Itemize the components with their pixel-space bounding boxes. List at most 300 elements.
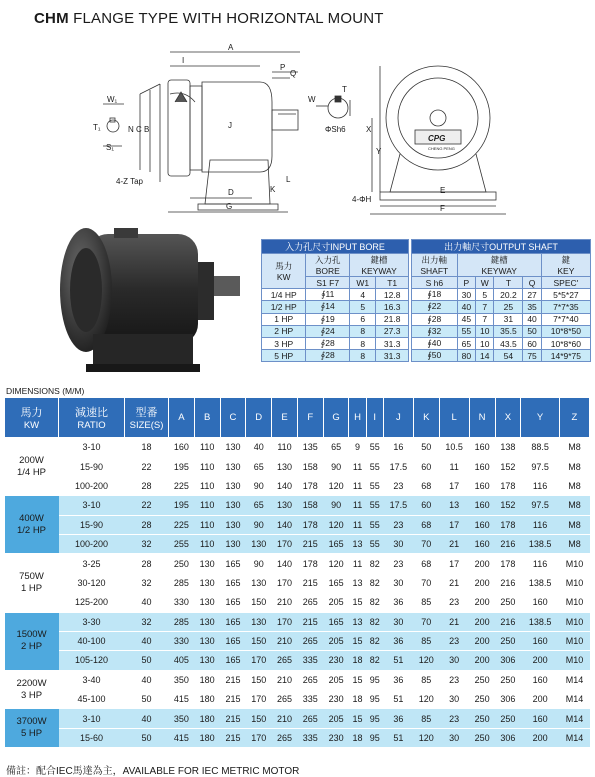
dim-cell: 105-120: [59, 651, 125, 670]
dim-cell: 55: [366, 476, 383, 495]
dim-row: [5, 670, 590, 689]
dim-cell: 225: [169, 515, 195, 534]
dim-cell: 55: [366, 496, 383, 515]
dim-cell: 32: [125, 534, 169, 553]
input-bore-cell: 8: [350, 337, 376, 349]
dim-cell: 170: [272, 612, 298, 631]
dim-cell: 178: [495, 515, 521, 534]
dim-cell: 13: [349, 612, 366, 631]
dim-kw-hp: 2 HP: [20, 641, 43, 653]
side-view: [168, 52, 300, 212]
dim-cell: 335: [297, 728, 323, 747]
shaft-detail: [316, 96, 350, 118]
dim-cell: 95: [366, 690, 383, 709]
footer-note: 備註：配合IEC馬達為主，AVAILABLE FOR IEC METRIC MOTOR: [6, 766, 300, 777]
dim-cell: 50: [413, 438, 439, 457]
dim-cell: 28: [125, 554, 169, 573]
input-bore-cell: 1 HP: [262, 313, 306, 325]
dim-cell: 60: [413, 496, 439, 515]
dim-cell: 15-60: [59, 728, 125, 747]
output-key-en: KEY: [557, 266, 575, 276]
dim-cell: M10: [559, 651, 589, 670]
dim-cell: 30: [439, 651, 469, 670]
dim-cell: 85: [413, 593, 439, 612]
dim-cell: M14: [559, 690, 589, 709]
dim-cell: 250: [495, 709, 521, 728]
dim-cell: 3-10: [59, 709, 125, 728]
dim-cell: 205: [323, 670, 349, 689]
dim-cell: 95: [366, 728, 383, 747]
dim-kw-cell: [5, 612, 59, 670]
dim-cell: 23: [439, 709, 469, 728]
dim-cell: M10: [559, 612, 589, 631]
output-shaft-cell: 50: [523, 325, 541, 337]
dim-cell: 265: [297, 631, 323, 650]
dim-cell: 250: [495, 670, 521, 689]
output-col-key: [541, 254, 590, 277]
dim-cell: 165: [323, 573, 349, 592]
dim-cell: 55: [366, 457, 383, 476]
dim-cell: 100-200: [59, 476, 125, 495]
dim-col-f: F: [297, 398, 323, 438]
input-bore-cell: ∮28: [306, 337, 350, 349]
input-bore-table: [261, 239, 409, 362]
label-g: G: [226, 202, 233, 211]
input-col-kw: [262, 254, 306, 289]
dim-kw-watt: 750W: [19, 570, 44, 582]
dim-cell: 130: [246, 612, 272, 631]
dim-size-zh: 型番: [135, 407, 158, 419]
dim-cell: 285: [169, 612, 195, 631]
dim-cell: 40: [125, 593, 169, 612]
dim-cell: 250: [469, 690, 495, 709]
label-q: Q: [290, 69, 297, 78]
input-bore-row: [262, 289, 409, 301]
dim-col-i: I: [366, 398, 383, 438]
dim-cell: 110: [194, 457, 220, 476]
dim-cell: 165: [220, 554, 246, 573]
label-p: P: [280, 63, 286, 72]
dim-row: [5, 573, 590, 592]
dim-cell: 36: [383, 593, 413, 612]
dim-cell: 138.5: [521, 612, 560, 631]
dim-cell: 130: [220, 438, 246, 457]
output-shaft-cell: 54: [494, 350, 523, 362]
dim-cell: M10: [559, 631, 589, 650]
output-shaft-table: [411, 239, 591, 362]
dim-cell: 160: [469, 438, 495, 457]
input-bore-cell: 5: [350, 301, 376, 313]
output-shaft-cell: ∮32: [412, 325, 458, 337]
dim-cell: 330: [169, 631, 195, 650]
output-shaft-row: [412, 325, 591, 337]
dim-cell: 250: [469, 670, 495, 689]
dim-cell: 130: [272, 457, 298, 476]
dim-cell: 200: [521, 651, 560, 670]
dim-cell: 50: [125, 651, 169, 670]
dim-cell: 3-10: [59, 438, 125, 457]
dim-cell: 160: [469, 457, 495, 476]
dim-cell: 120: [413, 728, 439, 747]
label-l: L: [286, 175, 291, 184]
dim-cell: 40: [125, 631, 169, 650]
dim-cell: 15: [349, 631, 366, 650]
output-sub-t: T: [494, 277, 523, 289]
dim-cell: 3-10: [59, 496, 125, 515]
dim-cell: 82: [366, 573, 383, 592]
dim-cell: 3-30: [59, 612, 125, 631]
dim-cell: 130: [194, 573, 220, 592]
output-shaft-cell: 35.5: [494, 325, 523, 337]
dim-cell: 21: [439, 534, 469, 553]
dim-cell: 11: [349, 554, 366, 573]
dim-kw-zh: 馬力: [20, 407, 43, 419]
dim-cell: 30: [383, 612, 413, 631]
dim-ratio-en: RATIO: [77, 420, 106, 431]
dim-col-n: N: [469, 398, 495, 438]
dim-cell: 11: [349, 457, 366, 476]
dim-cell: 130: [220, 457, 246, 476]
dim-cell: 100-200: [59, 534, 125, 553]
label-k: K: [270, 185, 276, 194]
dim-kw-hp: 1/2 HP: [16, 524, 47, 536]
dim-cell: 200: [469, 651, 495, 670]
output-shaft-cell: 7: [476, 301, 494, 313]
dim-cell: 17.5: [383, 496, 413, 515]
dim-cell: 82: [366, 631, 383, 650]
input-bore-cell: 5 HP: [262, 350, 306, 362]
label-w: W: [308, 95, 316, 104]
dim-cell: 216: [495, 612, 521, 631]
label-t: T: [342, 85, 347, 94]
label-s1: S₁: [106, 143, 115, 152]
dim-cell: 50: [125, 690, 169, 709]
input-bore-cell: ∮11: [306, 289, 350, 301]
dim-cell: 30-120: [59, 573, 125, 592]
dim-cell: M8: [559, 476, 589, 495]
dim-col-kw: [5, 398, 59, 438]
output-shaft-cell: ∮50: [412, 350, 458, 362]
dim-cell: 51: [383, 728, 413, 747]
input-bore-cell: 21.8: [376, 313, 409, 325]
dim-cell: 230: [323, 651, 349, 670]
dim-cell: 85: [413, 631, 439, 650]
input-bore-cell: ∮19: [306, 313, 350, 325]
dim-cell: 285: [169, 573, 195, 592]
dim-cell: 250: [495, 593, 521, 612]
dim-cell: M10: [559, 593, 589, 612]
brand-logo: CPG: [428, 134, 446, 143]
input-sub-t1: T1: [376, 277, 409, 289]
dim-cell: 210: [272, 709, 298, 728]
dim-cell: 170: [272, 573, 298, 592]
dim-cell: 90: [246, 476, 272, 495]
dim-cell: 178: [495, 476, 521, 495]
dim-cell: 50: [125, 728, 169, 747]
input-keyway-en: KEYWAY: [361, 266, 397, 276]
dim-cell: 210: [272, 631, 298, 650]
dim-cell: 178: [297, 515, 323, 534]
output-shaft-row: [412, 301, 591, 313]
dim-col-e: E: [272, 398, 298, 438]
dim-cell: 68: [413, 476, 439, 495]
dim-cell: 150: [246, 709, 272, 728]
dim-cell: 97.5: [521, 457, 560, 476]
title-text: FLANGE TYPE WITH HORIZONTAL MOUNT: [68, 10, 384, 27]
dim-cell: 32: [125, 573, 169, 592]
dim-cell: 160: [469, 534, 495, 553]
dim-cell: 13: [349, 534, 366, 553]
output-shaft-cell: 7*7*35: [541, 301, 590, 313]
dim-cell: 85: [413, 709, 439, 728]
output-shaft-cell: 10: [476, 337, 494, 349]
dim-cell: 28: [125, 515, 169, 534]
input-bore-cell: 4: [350, 289, 376, 301]
dim-cell: 110: [194, 534, 220, 553]
input-bore-cell: 1/4 HP: [262, 289, 306, 301]
output-shaft-row: [412, 313, 591, 325]
dim-cell: 140: [272, 476, 298, 495]
input-bore-cell: 6: [350, 313, 376, 325]
input-bore-cell: 31.3: [376, 337, 409, 349]
dim-cell: 255: [169, 534, 195, 553]
dim-col-b: B: [194, 398, 220, 438]
label-w1: W₁: [107, 95, 118, 104]
output-shaft-cell: 75: [523, 350, 541, 362]
dim-kw-watt: 200W: [19, 454, 44, 466]
dim-cell: 82: [366, 593, 383, 612]
dim-cell: 415: [169, 728, 195, 747]
dim-kw-cell: [5, 554, 59, 612]
dim-cell: 205: [323, 709, 349, 728]
dim-cell: 85: [413, 670, 439, 689]
dim-cell: 405: [169, 651, 195, 670]
dim-cell: 36: [383, 631, 413, 650]
input-col-keyway: [350, 254, 409, 277]
label-phish6: ΦSh6: [325, 125, 346, 134]
dim-cell: 65: [246, 457, 272, 476]
dim-cell: 30: [439, 728, 469, 747]
dim-col-k: K: [413, 398, 439, 438]
dim-cell: 51: [383, 690, 413, 709]
brand-subtext: CHENG PENG: [428, 146, 455, 151]
dim-row: [5, 476, 590, 495]
dim-cell: 216: [495, 534, 521, 553]
dim-cell: 178: [297, 554, 323, 573]
dim-cell: 32: [125, 612, 169, 631]
dim-cell: 135: [297, 438, 323, 457]
dim-cell: 3-25: [59, 554, 125, 573]
output-sub-spec: SPEC': [541, 277, 590, 289]
dim-cell: 88.5: [521, 438, 560, 457]
dim-cell: 13: [439, 496, 469, 515]
dim-cell: M10: [559, 573, 589, 592]
dim-cell: 230: [323, 690, 349, 709]
dim-kw-watt: 2200W: [16, 677, 47, 689]
input-bore-cell: 8: [350, 325, 376, 337]
output-keyway-zh: 鍵槽: [490, 255, 508, 265]
output-shaft-zh: 出力軸: [421, 255, 448, 265]
dim-cell: 130: [194, 593, 220, 612]
dim-cell: 140: [272, 554, 298, 573]
dim-cell: 250: [169, 554, 195, 573]
output-shaft-cell: 25: [494, 301, 523, 313]
dim-cell: 130: [194, 631, 220, 650]
dim-col-x: X: [495, 398, 521, 438]
dim-cell: 18: [349, 690, 366, 709]
dim-cell: 225: [169, 476, 195, 495]
dim-cell: 200: [469, 612, 495, 631]
title-model: CHM: [34, 10, 69, 27]
dim-cell: 40: [125, 670, 169, 689]
dim-kw-watt: 400W: [19, 512, 44, 524]
dim-cell: 265: [297, 670, 323, 689]
dimensions-table: [4, 397, 590, 748]
output-shaft-cell: 10*8*50: [541, 325, 590, 337]
dim-cell: 55: [366, 515, 383, 534]
dim-cell: 200: [469, 573, 495, 592]
dim-cell: 306: [495, 651, 521, 670]
dim-cell: 180: [194, 690, 220, 709]
dim-cell: 306: [495, 690, 521, 709]
dim-col-ratio: [59, 398, 125, 438]
dim-cell: 11: [349, 496, 366, 515]
input-bore-cell: 16.3: [376, 301, 409, 313]
label-a: A: [228, 43, 234, 52]
dim-cell: 17.5: [383, 457, 413, 476]
dim-kw-hp: 1 HP: [20, 582, 43, 594]
dim-cell: 130: [194, 554, 220, 573]
dim-cell: 120: [323, 554, 349, 573]
dim-kw-cell: [5, 496, 59, 554]
label-ncb: N C B: [128, 125, 150, 134]
dim-cell: 30: [383, 573, 413, 592]
dim-cell: 110: [194, 515, 220, 534]
dim-cell: 330: [169, 593, 195, 612]
dim-cell: 90: [323, 496, 349, 515]
dim-cell: 3-40: [59, 670, 125, 689]
dim-cell: 265: [297, 593, 323, 612]
dim-cell: 165: [220, 612, 246, 631]
dim-cell: 130: [220, 496, 246, 515]
dim-cell: 140: [272, 515, 298, 534]
dim-cell: 15-90: [59, 457, 125, 476]
dim-cell: 23: [439, 631, 469, 650]
dim-cell: 265: [272, 651, 298, 670]
dim-row: [5, 631, 590, 650]
input-bore-cell: 3 HP: [262, 337, 306, 349]
dim-cell: 165: [220, 593, 246, 612]
dim-cell: 65: [246, 496, 272, 515]
dim-cell: 17: [439, 515, 469, 534]
output-shaft-row: [412, 337, 591, 349]
output-shaft-cell: 43.5: [494, 337, 523, 349]
dim-cell: 165: [220, 631, 246, 650]
input-col-bore: [306, 254, 350, 277]
label-tap: 4-Z Tap: [116, 177, 143, 186]
dim-cell: 90: [246, 554, 272, 573]
output-shaft-cell: 40: [457, 301, 475, 313]
label-f: F: [440, 204, 445, 213]
dim-cell: 23: [383, 515, 413, 534]
dim-col-j: J: [383, 398, 413, 438]
dim-cell: 215: [297, 573, 323, 592]
dim-cell: 250: [469, 728, 495, 747]
input-kw-zh: 馬力: [275, 261, 293, 272]
dim-cell: 165: [220, 573, 246, 592]
dim-cell: 152: [495, 496, 521, 515]
dim-cell: 130: [194, 612, 220, 631]
dim-cell: 215: [220, 670, 246, 689]
dim-cell: 160: [521, 709, 560, 728]
output-sub-p: P: [457, 277, 475, 289]
output-shaft-cell: 40: [523, 313, 541, 325]
dim-cell: 23: [439, 593, 469, 612]
input-keyway-zh: 鍵槽: [370, 255, 388, 265]
dim-cell: M14: [559, 670, 589, 689]
label-d: D: [228, 188, 234, 197]
dim-cell: 265: [272, 728, 298, 747]
dim-cell: 160: [469, 496, 495, 515]
dim-col-h: H: [349, 398, 366, 438]
dim-cell: 70: [413, 612, 439, 631]
dim-cell: 55: [366, 534, 383, 553]
dim-cell: M8: [559, 534, 589, 553]
input-kw-en: KW: [276, 272, 291, 283]
dim-cell: 180: [194, 709, 220, 728]
label-e: E: [440, 186, 446, 195]
dim-cell: 70: [413, 573, 439, 592]
dim-cell: 150: [246, 631, 272, 650]
output-shaft-cell: 5*5*27: [541, 289, 590, 301]
output-shaft-cell: 5: [476, 289, 494, 301]
dim-row: [5, 457, 590, 476]
dim-cell: 110: [194, 496, 220, 515]
dim-cell: M8: [559, 496, 589, 515]
dim-col-z: Z: [559, 398, 589, 438]
input-bore-cell: 8: [350, 350, 376, 362]
dim-cell: M8: [559, 457, 589, 476]
dim-cell: 265: [297, 709, 323, 728]
dim-cell: 21: [439, 612, 469, 631]
dim-cell: 17: [439, 476, 469, 495]
dim-kw-hp: 3 HP: [20, 689, 43, 701]
dim-cell: 40: [246, 438, 272, 457]
dim-cell: 250: [469, 709, 495, 728]
output-shaft-cell: ∮40: [412, 337, 458, 349]
dim-cell: 11: [349, 515, 366, 534]
dim-cell: 130: [246, 534, 272, 553]
dim-cell: 195: [169, 496, 195, 515]
input-bore-cell: ∮24: [306, 325, 350, 337]
dim-col-a: A: [169, 398, 195, 438]
page-title: [34, 10, 384, 27]
output-keyway-en: KEYWAY: [481, 266, 517, 276]
output-shaft-cell: 60: [523, 337, 541, 349]
label-y: Y: [376, 147, 382, 156]
dim-cell: 138.5: [521, 534, 560, 553]
dim-cell: 138.5: [521, 573, 560, 592]
dim-cell: 130: [194, 651, 220, 670]
output-shaft-cell: 7*7*40: [541, 313, 590, 325]
dim-cell: 116: [521, 515, 560, 534]
dim-col-size: [125, 398, 169, 438]
dim-cell: 82: [366, 651, 383, 670]
dim-cell: 18: [125, 438, 169, 457]
dim-cell: 11: [349, 476, 366, 495]
dim-row: [5, 554, 590, 573]
dim-cell: 125-200: [59, 593, 125, 612]
